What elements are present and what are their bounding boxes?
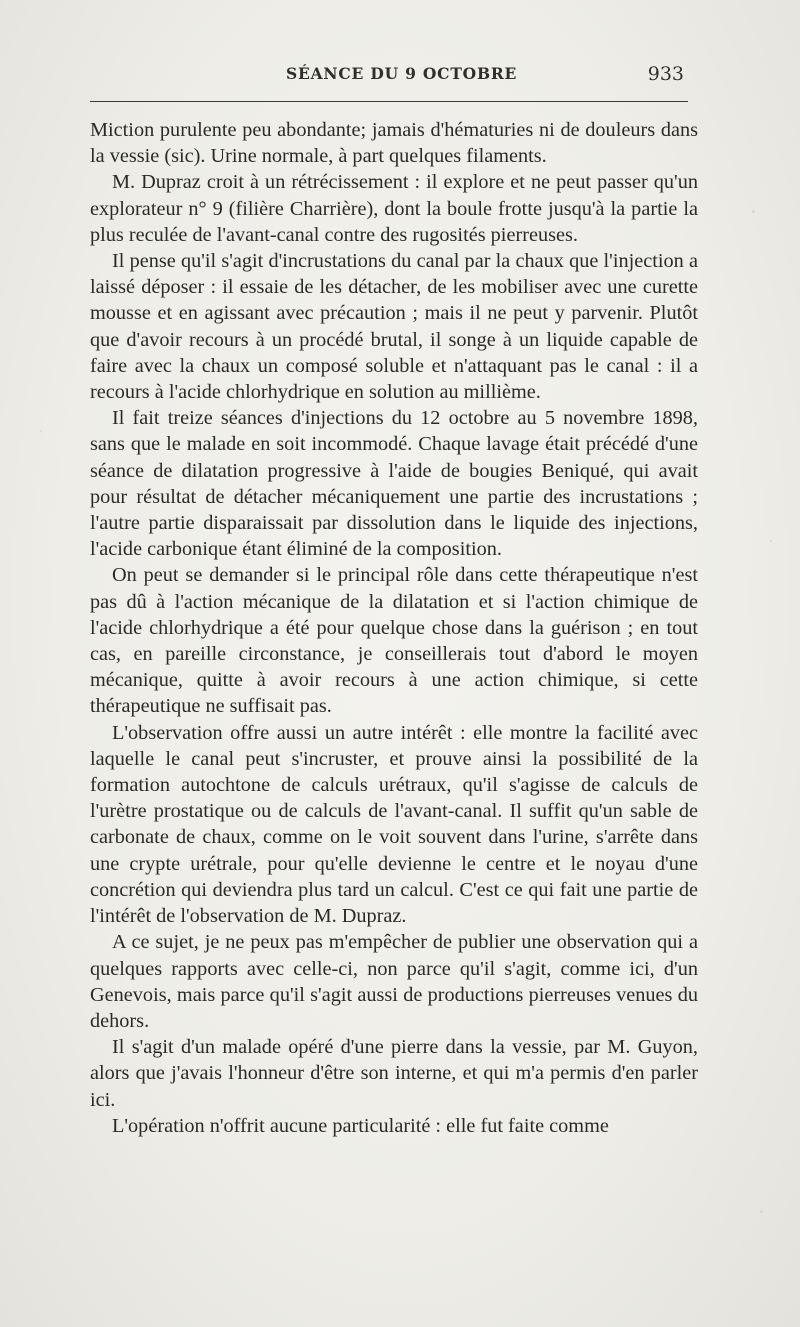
- page-header: [90, 64, 688, 90]
- paragraph: L'observation offre aussi un autre intérêt : elle montre la facilité avec laquelle le canal peut s'incruster, et prouve ainsi la possibilité de la formation autochtone de calculs urétraux, qu'il s'agisse de calculs de l'urètre prostatique ou de calculs de l'avant-canal. Il suffit qu'un sable de carbonate de chaux, comme on le voit souvent dans l'urine, s'arrête dans une crypte urétrale, pour qu'elle devienne le centre et le noyau d'une concrétion qui deviendra plus tard un calcul. C'est ce qui fait une partie de l'intérêt de l'observation de M. Dupraz.: [90, 721, 698, 928]
- paragraph: Il s'agit d'un malade opéré d'une pierre dans la vessie, par M. Guyon, alors que j'avais l'honneur d'être son interne, et qui m'a permis d'en parler ici.: [90, 1036, 698, 1111]
- paragraph: L'opération n'offrit aucune particularité : elle fut faite comme: [112, 1114, 609, 1137]
- paragraph: Il fait treize séances d'injections du 12 octobre au 5 novembre 1898, sans que le malade en soit incommodé. Chaque lavage était précédé d'une séance de dilatation progressive à l'aide de bougies Beniqué, qui avait pour résultat de détacher mécaniquement une partie des incrustations ; l'autre partie disparaissait par dissolution dans le liquide des injections, l'acide carbonique étant éliminé de la composition.: [90, 407, 698, 561]
- body-text: [90, 117, 698, 1139]
- paragraph: Il pense qu'il s'agit d'incrustations du canal par la chaux que l'injection a laissé déposer : il essaie de les détacher, de les mobiliser avec une curette mousse et en agissant avec précaution ; mais il ne peut y parvenir. Plutôt que d'avoir recours à un procédé brutal, il songe à un liquide capable de faire avec la chaux un composé soluble et n'attaquant pas le canal : il a recours à l'acide chlorhydrique en solution au millième.: [90, 250, 698, 404]
- paragraph: M. Dupraz croit à un rétrécissement : il explore et ne peut passer qu'un explorateur n° 9 (filière Charrière), dont la boule frotte jusqu'à la partie la plus reculée de l'avant-canal contre des rugosités pierreuses.: [90, 171, 698, 246]
- scan-speckle: [770, 540, 772, 542]
- page-number: 933: [647, 63, 684, 85]
- paragraph: A ce sujet, je ne peux pas m'empêcher de publier une observation qui a quelques rapports avec celle-ci, non parce qu'il s'agit, comme ici, d'un Genevois, mais parce qu'il s'agit aussi de productions pierreuses venues du dehors.: [90, 931, 698, 1032]
- scan-speckle: [760, 1210, 763, 1213]
- paragraph: Miction purulente peu abondante; jamais d'hématuries ni de douleurs dans la vessie (sic). Urine normale, à part quelques filaments.: [90, 119, 698, 168]
- scan-speckle: [752, 210, 755, 213]
- header-rule: [90, 101, 688, 102]
- paragraph: On peut se demander si le principal rôle dans cette thérapeutique n'est pas dû à l'action mécanique de la dilatation et si l'action chimique de l'acide chlorhydrique a été pour quelque chose dans la guérison ; en tout cas, en pareille circonstance, je conseillerais tout d'abord le moyen mécanique, quitte à avoir recours à une action chimique, si cette thérapeutique ne suffisait pas.: [90, 564, 698, 718]
- scan-speckle: [40, 430, 42, 432]
- running-title: SÉANCE DU 9 OCTOBRE: [286, 64, 518, 83]
